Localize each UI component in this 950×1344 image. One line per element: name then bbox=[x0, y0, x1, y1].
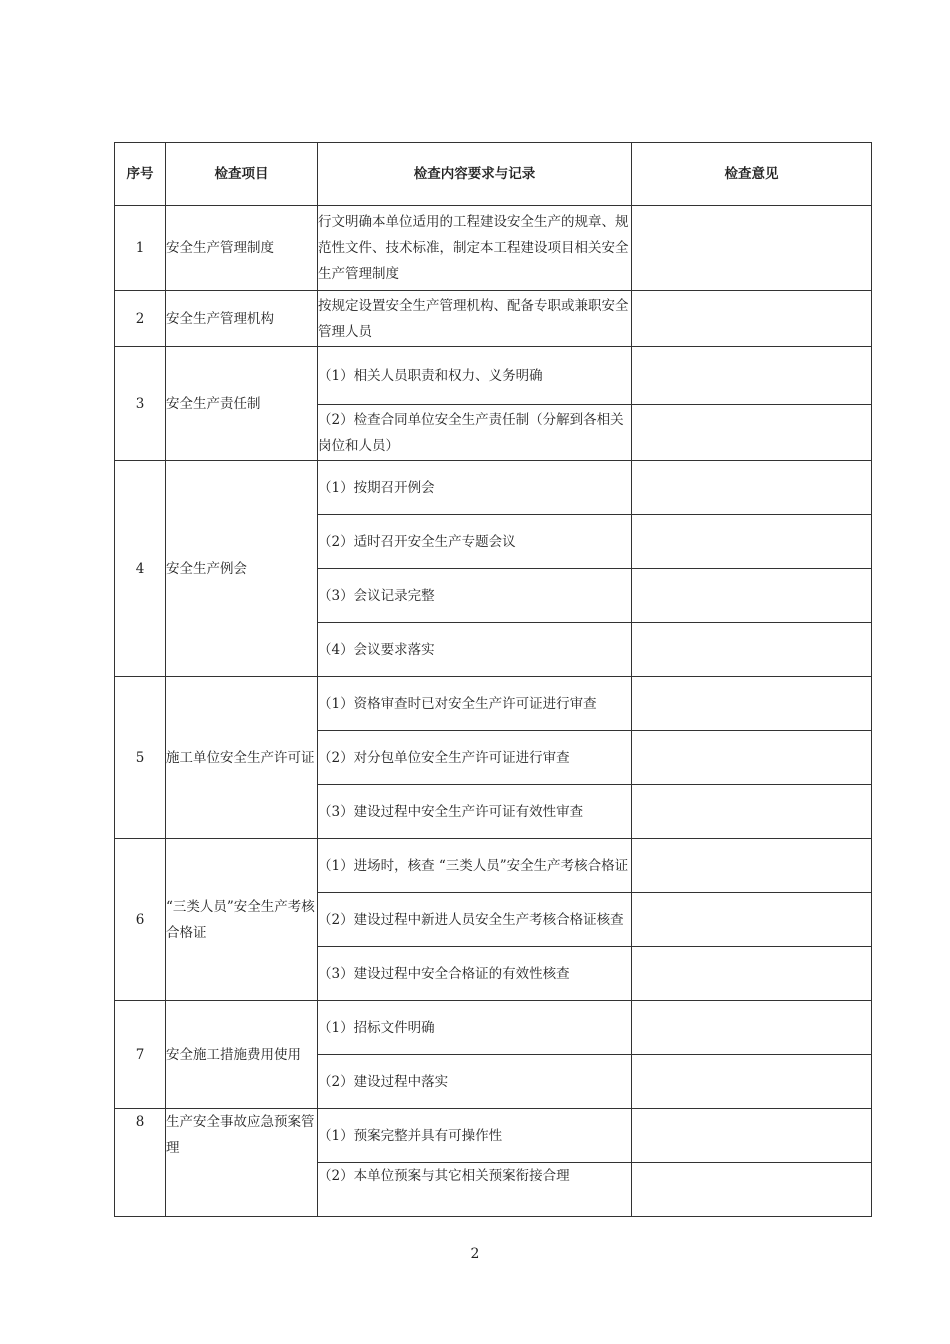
opinion-cell bbox=[632, 515, 872, 569]
opinion-cell bbox=[632, 347, 872, 405]
page-number: 2 bbox=[470, 1246, 480, 1262]
table-row bbox=[115, 1109, 872, 1163]
row-num: 7 bbox=[115, 1001, 166, 1109]
opinion-cell bbox=[632, 1109, 872, 1163]
header-row bbox=[115, 143, 872, 206]
opinion-cell bbox=[632, 893, 872, 947]
opinion-cell bbox=[632, 291, 872, 347]
row-content: （2）建设过程中新进人员安全生产考核合格证核查 bbox=[318, 893, 632, 947]
header-num: 序号 bbox=[115, 143, 166, 206]
header-item: 检查项目 bbox=[166, 143, 318, 206]
opinion-cell bbox=[632, 569, 872, 623]
opinion-cell bbox=[632, 206, 872, 291]
table-row bbox=[115, 291, 872, 347]
row-item: 安全生产管理机构 bbox=[166, 291, 318, 347]
row-item: “三类人员”安全生产考核合格证 bbox=[166, 839, 318, 1001]
row-content: （1）进场时，核查 “三类人员”安全生产考核合格证 bbox=[318, 839, 632, 893]
row-num: 8 bbox=[115, 1109, 166, 1217]
opinion-cell bbox=[632, 1163, 872, 1217]
opinion-cell bbox=[632, 1055, 872, 1109]
table-row bbox=[115, 206, 872, 291]
header-content: 检查内容要求与记录 bbox=[318, 143, 632, 206]
table-row bbox=[115, 347, 872, 405]
opinion-cell bbox=[632, 947, 872, 1001]
row-item: 安全生产管理制度 bbox=[166, 206, 318, 291]
inspection-table bbox=[114, 142, 872, 1217]
row-content: （2）本单位预案与其它相关预案衔接合理 bbox=[318, 1163, 632, 1217]
row-content: 按规定设置安全生产管理机构、配备专职或兼职安全管理人员 bbox=[318, 291, 632, 347]
row-content: （4）会议要求落实 bbox=[318, 623, 632, 677]
row-content: （1）预案完整并具有可操作性 bbox=[318, 1109, 632, 1163]
row-content: （1）相关人员职责和权力、义务明确 bbox=[318, 347, 632, 405]
row-content: （3）会议记录完整 bbox=[318, 569, 632, 623]
opinion-cell bbox=[632, 461, 872, 515]
row-content: （1）资格审查时已对安全生产许可证进行审查 bbox=[318, 677, 632, 731]
opinion-cell bbox=[632, 731, 872, 785]
row-num: 6 bbox=[115, 839, 166, 1001]
row-content: （2）建设过程中落实 bbox=[318, 1055, 632, 1109]
opinion-cell bbox=[632, 1001, 872, 1055]
row-item: 施工单位安全生产许可证 bbox=[166, 677, 318, 839]
opinion-cell bbox=[632, 405, 872, 461]
row-content: （2）适时召开安全生产专题会议 bbox=[318, 515, 632, 569]
row-content: （1）招标文件明确 bbox=[318, 1001, 632, 1055]
row-num: 2 bbox=[115, 291, 166, 347]
row-item: 安全施工措施费用使用 bbox=[166, 1001, 318, 1109]
row-num: 3 bbox=[115, 347, 166, 461]
row-num: 4 bbox=[115, 461, 166, 677]
row-item: 安全生产责任制 bbox=[166, 347, 318, 461]
row-content: （2）检查合同单位安全生产责任制（分解到各相关岗位和人员） bbox=[318, 405, 632, 461]
opinion-cell bbox=[632, 785, 872, 839]
opinion-cell bbox=[632, 839, 872, 893]
table-row bbox=[115, 839, 872, 893]
row-content: （3）建设过程中安全合格证的有效性核查 bbox=[318, 947, 632, 1001]
opinion-cell bbox=[632, 677, 872, 731]
table-row bbox=[115, 461, 872, 515]
opinion-cell bbox=[632, 623, 872, 677]
header-opinion: 检查意见 bbox=[632, 143, 872, 206]
row-content: （2）对分包单位安全生产许可证进行审查 bbox=[318, 731, 632, 785]
row-item: 安全生产例会 bbox=[166, 461, 318, 677]
table-row bbox=[115, 1001, 872, 1055]
row-num: 5 bbox=[115, 677, 166, 839]
row-num: 1 bbox=[115, 206, 166, 291]
row-content: （1）按期召开例会 bbox=[318, 461, 632, 515]
row-content: （3）建设过程中安全生产许可证有效性审查 bbox=[318, 785, 632, 839]
row-item: 生产安全事故应急预案管理 bbox=[166, 1109, 318, 1217]
row-content: 行文明确本单位适用的工程建设安全生产的规章、规范性文件、技术标准，制定本工程建设项目相关安全生产管理制度 bbox=[318, 206, 632, 291]
table-row bbox=[115, 677, 872, 731]
